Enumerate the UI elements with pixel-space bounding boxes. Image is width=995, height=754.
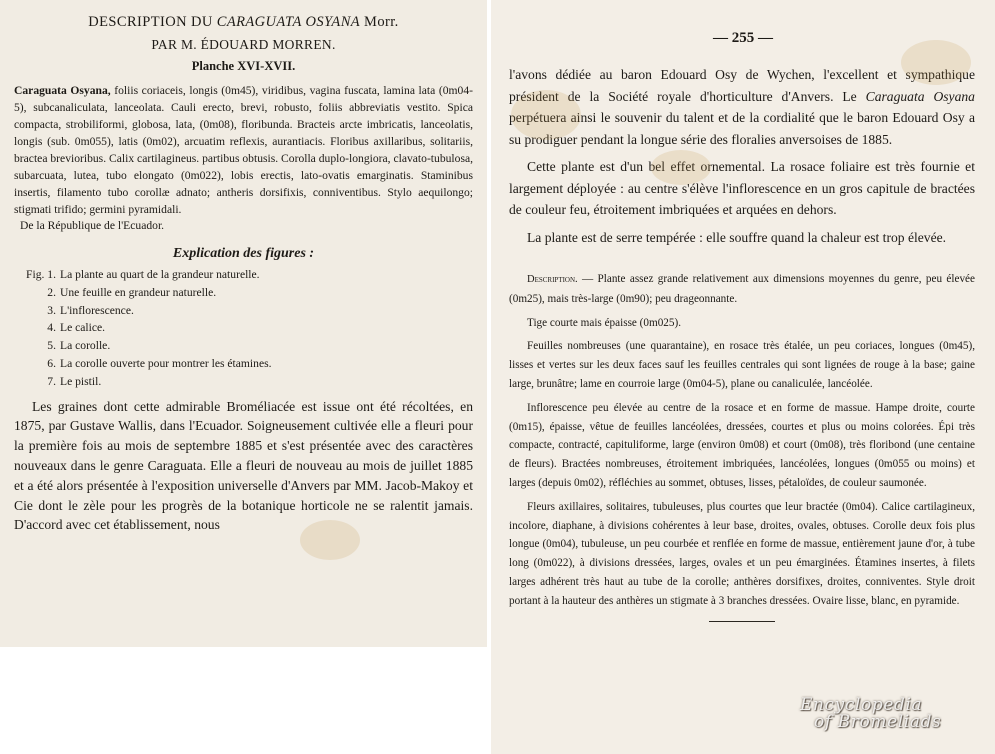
figure-item <box>14 284 473 302</box>
figure-caption: La corolle. <box>60 339 111 353</box>
paper-stain <box>300 520 360 560</box>
figure-list <box>14 266 473 391</box>
figure-number: 2. <box>47 285 56 299</box>
species-name: Caraguata Osyana <box>865 88 975 104</box>
figures-heading: Explication des figures : <box>172 246 315 261</box>
end-rule <box>709 621 775 622</box>
figure-item <box>14 355 473 373</box>
figure-caption: Le calice. <box>60 321 106 335</box>
figure-caption: Le pistil. <box>60 374 102 388</box>
inflorescence-paragraph: Inflorescence peu élevée au centre de la rosace et en forme de massue. Hampe droite, courte (0m15), épaisse, vêtue de feuilles lancéolées, dressées, courtes et plus ou moins colorées. Épi très compacte, contracté, capituliforme, large (environ 0m08) et court (0m08), très floribond (une centaine de fleurs). Bractées nombreuses, étroitement imbriquées, lancéolées, longues (0m055 ou moins) et larges (depuis 0m02), réfléchies au sommet, obtuses, lisses, pétaloïdes, de couleur saumonée. <box>509 401 975 489</box>
figure-number: Fig. 1. <box>26 268 56 281</box>
figure-caption: La plante au quart de la grandeur naturelle. <box>60 268 260 281</box>
figure-item <box>14 373 473 391</box>
figure-item <box>14 302 473 320</box>
greenhouse-paragraph: La plante est de serre tempérée : elle souffre quand la chaleur est trop élevée. <box>527 229 947 245</box>
page-title <box>14 14 473 31</box>
leaves-paragraph: Feuilles nombreuses (une quarantaine), en rosace très étalée, un peu coriaces, longues (0m45), lisses et vertes sur les deux faces sauf les feuilles centrales qui sont lignées de rouge à la base; gaine large, brunâtre; lame en courroie large (0m04-5), plane ou canaliculée, lancéolée. <box>509 340 975 390</box>
figure-number: 3. <box>47 303 56 317</box>
description-paragraph <box>509 270 975 309</box>
left-page <box>0 0 487 647</box>
body-paragraph: Les graines dont cette admirable Broméliacée est issue ont été récoltées, en 1875, par Gustave Wallis, dans l'Ecuador. Soigneusement cultivée elle a fleuri pour la première fois au mois de septembre 1885 et s'est présentée avec des caractères nouveaux dans le genre Caraguata. Elle a fleuri de nouveau au mois de juillet 1885 et a été alors présentée à l'exposition universelle d'Anvers par MM. Jacob-Makoy et Cie dont le zèle pour les progrès de la botanique horticole ne se ralentit jamais. D'accord avec cet établissement, nous <box>14 398 473 533</box>
description-label: Description. <box>527 274 578 285</box>
figure-item <box>14 319 473 337</box>
plate-reference: Planche XVI-XVII. <box>191 59 296 73</box>
watermark-line: Encyclopedia <box>800 695 923 715</box>
watermark-line: of Bromeliads <box>814 712 942 732</box>
page-number: — 255 — <box>713 30 773 46</box>
title-species: CARAGUATA OSYANA <box>216 14 361 30</box>
title-prefix: DESCRIPTION DU <box>88 14 217 30</box>
figure-number: 7. <box>47 374 56 388</box>
paper-stain <box>651 150 711 185</box>
paragraph-text: perpétuera ainsi le souvenir du talent et de la cordialité que le baron Edouard Osy a su prodiguer pendant la longue série des floralies anversoises de 1885. <box>509 110 975 147</box>
right-page <box>491 0 995 754</box>
watermark <box>800 697 941 731</box>
ornamental-paragraph: Cette plante est d'un bel effet ornemental. La rosace foliaire est très fournie et largement déployée : au centre s'élève l'inflorescence en un gros capitule de bractées de couleur feu, étroitement imbriquées et arquées en dehors. <box>509 159 975 217</box>
figure-caption: L'inflorescence. <box>60 303 134 317</box>
author-byline: PAR M. ÉDOUARD MORREN. <box>151 37 336 52</box>
latin-diagnosis <box>14 82 473 218</box>
figure-caption: La corolle ouverte pour montrer les étamines. <box>60 356 272 370</box>
figure-item <box>14 337 473 355</box>
figure-number: 5. <box>47 339 56 353</box>
title-suffix: Morr. <box>360 14 399 30</box>
paragraph-text: l'avons dédiée au baron Edouard Osy de Wychen, l'excellent et sympathique président de la Société royale d'horticulture d'Anvers. Le <box>509 67 975 104</box>
paper-stain <box>511 90 581 140</box>
figure-number: 6. <box>47 356 56 370</box>
flowers-paragraph: Fleurs axillaires, solitaires, tubuleuses, plus courtes que leur bractée (0m04). Calice cartilagineux, incolore, diaphane, à divisions cohérentes à leur base, droites, ovales, obtuses. Corolle deux fois plus longue (0m04), tubuleuse, un peu courbée et renflée en forme de massue, entièrement jaune d'or, à tube long (0m022), à divisions dressées, larges, ovales et un peu émarginées. Étamines insertes, à filets larges adhérent très haut au tube de la corolle; anthères dorsifixes, droites, conniventes. Style droit portant à la hauteur des anthères un stigmate à 3 branches dressées. Ovaire lisse, blanc, en pyramide. <box>509 500 975 607</box>
origin-line: De la République de l'Ecuador. <box>20 219 165 232</box>
latin-lead: Caraguata Osyana, <box>14 84 111 97</box>
description-text: — Plante assez grande relativement aux dimensions moyennes du genre, peu élevée (0m25), mais très-large (0m90); peu drageonnante. <box>509 273 975 305</box>
figure-item <box>14 266 473 284</box>
figure-caption: Une feuille en grandeur naturelle. <box>60 285 217 299</box>
figure-number: 4. <box>47 321 56 335</box>
stem-paragraph: Tige courte mais épaisse (0m025). <box>527 316 682 329</box>
latin-text: foliis coriaceis, longis (0m45), viridibus, vagina fuscata, lamina lata (0m04-5), subcanaliculata, lanceolata. Cauli erecto, brevi, robusto, foliis abbreviatis vestito. Spica compacta, strobiliformi, globosa, lata, (0m08), floribunda. Bracteis arcte imbricatis, lanceolatis, longis (sub. 0m055), latis (0m02), arcuatim reflexis, aurantiacis. Floribus axillaribus, solitariis, bractea brevioribus. Calix cartilagineus. partibus obtusis. Corolla duplo-longiora, clavato-tubulosa, subarcuata, lutea, tubo elongato (0m022), lobis erectis, lato-ovatis emarginatis. Staminibus insertis, filamento tubo corollæ adnato; antheris dorsifixis, conniventibus. Stylo aequilongo; stigmati trifido; germini pyramidali. <box>14 84 473 216</box>
